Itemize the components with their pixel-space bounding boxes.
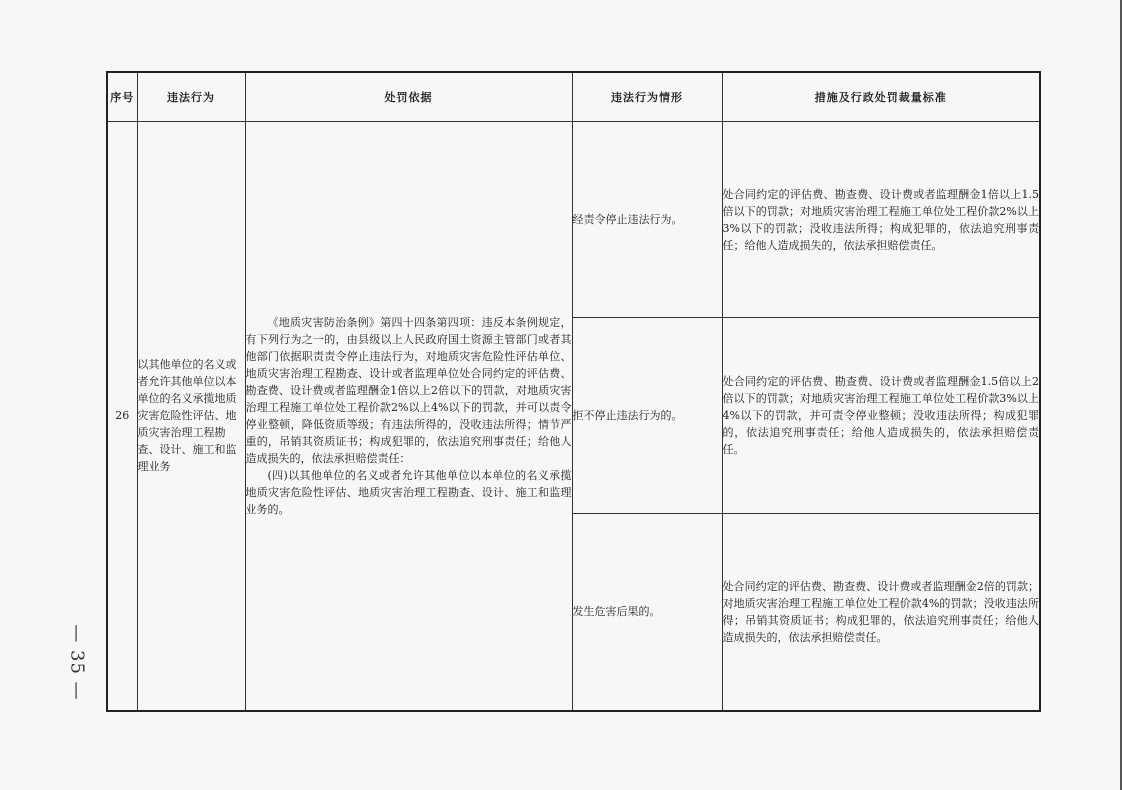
header-row (107, 72, 1040, 122)
page-number-text: — 35 — (66, 623, 88, 701)
row-seq: 26 (107, 122, 137, 711)
circumstance-1: 经责令停止违法行为。 (572, 122, 722, 318)
row-basis (245, 122, 572, 711)
standard-2: 处合同约定的评估费、勘查费、设计费或者监理酬金1.5倍以上2倍以下的罚款；对地质灾害治理工程施工单位处工程价款3%以上4%以下的罚款，并可责令停业整顿；没收违法所得；构成犯罪的，依法追究刑事责任；给他人造成损失的，依法承担赔偿责任。 (722, 318, 1040, 514)
header-basis: 处罚依据 (245, 72, 572, 122)
penalty-table (106, 71, 1041, 712)
page-number (62, 622, 92, 702)
header-act: 违法行为 (137, 72, 245, 122)
circumstance-3: 发生危害后果的。 (572, 514, 722, 711)
table-row (107, 122, 1040, 318)
header-standard: 措施及行政处罚裁量标准 (722, 72, 1040, 122)
standard-3: 处合同约定的评估费、勘查费、设计费或者监理酬金2倍的罚款；对地质灾害治理工程施工单位处工程价款4%的罚款；没收违法所得；吊销其资质证书；构成犯罪的，依法追究刑事责任；给他人造成损失的，依法承担赔偿责任。 (722, 514, 1040, 711)
row-act: 以其他单位的名义或者允许其他单位以本单位的名义承揽地质灾害危险性评估、地质灾害治理工程勘查、设计、施工和监理业务 (137, 122, 245, 711)
header-circumstance: 违法行为情形 (572, 72, 722, 122)
standard-1: 处合同约定的评估费、勘查费、设计费或者监理酬金1倍以上1.5倍以下的罚款；对地质灾害治理工程施工单位处工程价款2%以上3%以下的罚款；没收违法所得；构成犯罪的，依法追究刑事责任；给他人造成损失的，依法承担赔偿责任。 (722, 122, 1040, 318)
circumstance-2: 拒不停止违法行为的。 (572, 318, 722, 514)
basis-paragraph-2: (四)以其他单位的名义或者允许其他单位以本单位的名义承揽地质灾害危险性评估、地质灾害治理工程勘查、设计、施工和监理业务的。 (245, 468, 572, 516)
header-seq: 序号 (107, 72, 137, 122)
basis-paragraph-1: 《地质灾害防治条例》第四十四条第四项：违反本条例规定，有下列行为之一的，由县级以上人民政府国土资源主管部门或者其他部门依据职责责令停止违法行为，对地质灾害危险性评估单位、地质灾害治理工程勘查、设计或者监理单位处合同约定的评估费、勘查费、设计费或者监理酬金1倍以上2倍以下的罚款，对地质灾害治理工程施工单位处工程价款2%以上4%以下的罚款，并可以责令停业整顿，降低资质等级；有违法所得的，没收违法所得；情节严重的，吊销其资质证书；构成犯罪的，依法追究刑事责任；给他人造成损失的，依法承担赔偿责任： (245, 315, 572, 465)
